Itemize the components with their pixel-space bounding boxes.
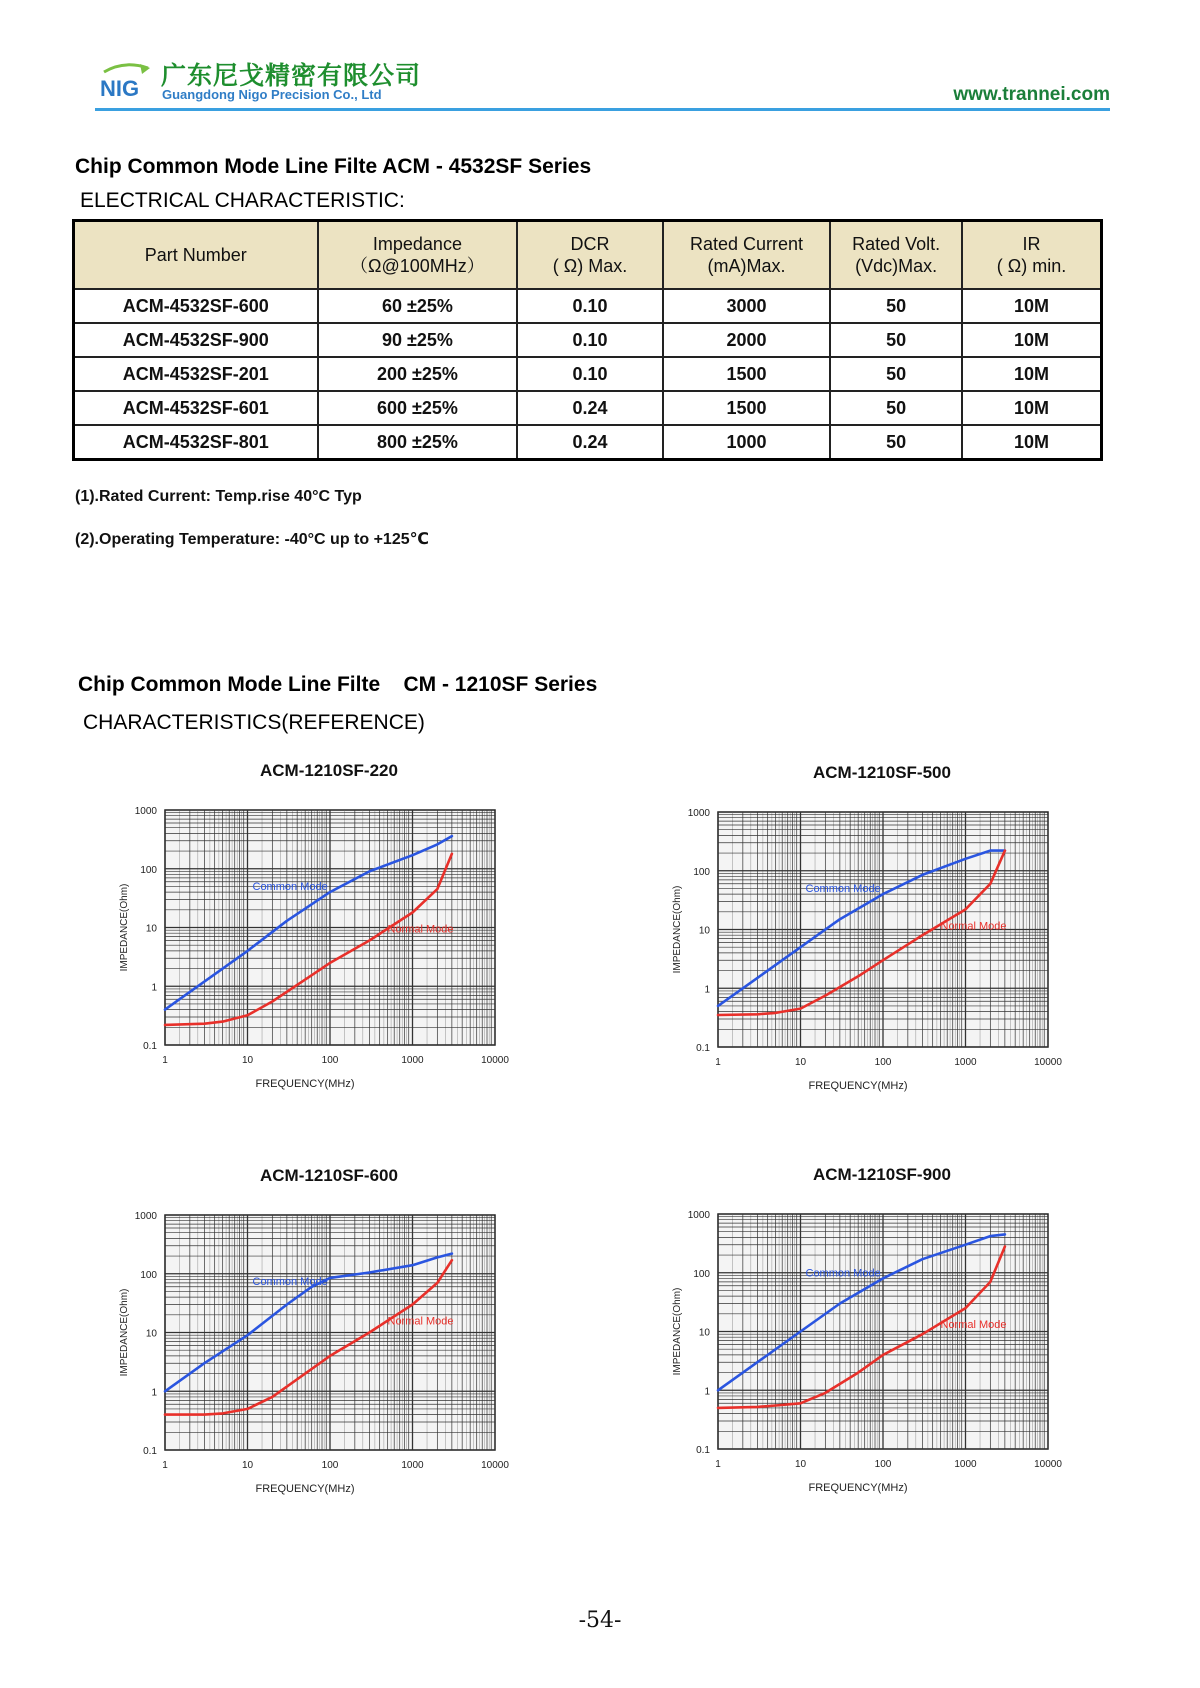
x-tick-label: 100 <box>874 1459 892 1470</box>
x-tick-label: 10 <box>794 1459 807 1470</box>
table-header-text: Rated Volt. <box>852 234 941 254</box>
impedance-chart-220 <box>110 761 650 1125</box>
table-header-cell <box>318 221 518 290</box>
y-tick-label: 1000 <box>687 808 710 819</box>
x-tick-label: 10 <box>241 1055 254 1066</box>
table-cell: 50 <box>830 425 962 460</box>
chart-svg <box>663 1189 1200 1529</box>
x-tick-label: 10000 <box>481 1460 509 1471</box>
chart-svg <box>110 1190 650 1530</box>
series-label: Common Mode <box>805 883 881 896</box>
y-tick-label: 10 <box>698 1327 710 1339</box>
table-cell: 50 <box>830 323 962 357</box>
series-label: Common Mode <box>252 1275 328 1288</box>
table-row <box>74 425 1102 460</box>
grid <box>718 1214 1048 1449</box>
series-label: Common Mode <box>252 881 328 894</box>
table-row <box>74 391 1102 425</box>
x-tick-label: 10000 <box>481 1055 509 1066</box>
impedance-chart-900 <box>663 1165 1200 1529</box>
table-cell: ACM-4532SF-900 <box>74 323 318 357</box>
table-row <box>74 323 1102 357</box>
table-header-cell <box>663 221 831 290</box>
y-tick-label: 1000 <box>134 806 157 817</box>
table-cell: 10M <box>962 391 1102 425</box>
y-tick-label: 1000 <box>134 1211 157 1222</box>
impedance-chart-500 <box>663 763 1200 1127</box>
chart-title: ACM-1210SF-500 <box>813 763 951 782</box>
table-cell: 50 <box>830 289 962 323</box>
table-cell: 10M <box>962 357 1102 391</box>
x-tick-label: 100 <box>874 1057 892 1068</box>
x-axis-label: FREQUENCY(MHz) <box>255 1078 355 1090</box>
series-label: Normal Mode <box>387 1315 454 1328</box>
y-tick-label: 0.1 <box>696 1445 710 1456</box>
y-tick-label: 100 <box>140 1269 157 1281</box>
table-cell: 800 ±25% <box>318 425 518 460</box>
note-rated-current: (1).Rated Current: Temp.rise 40°C Typ <box>75 488 362 505</box>
y-tick-label: 1 <box>151 982 157 994</box>
note-operating-temperature: (2).Operating Temperature: -40°C up to +125℃ <box>75 531 429 548</box>
y-tick-label: 1 <box>704 984 710 996</box>
page-number: -54- <box>578 1608 622 1633</box>
x-tick-label: 1 <box>162 1460 168 1471</box>
y-tick-label: 100 <box>693 866 710 878</box>
series-label: Common Mode <box>805 1267 881 1280</box>
table-header-text: DCR <box>570 234 610 254</box>
section1-title: Chip Common Mode Line Filte ACM - 4532SF Series <box>75 155 592 178</box>
table-cell: 1500 <box>663 391 831 425</box>
table-header-text: ( Ω) Max. <box>552 256 628 276</box>
series-label: Normal Mode <box>387 923 454 936</box>
table-cell: 0.10 <box>517 323 662 357</box>
table-cell: 0.10 <box>517 289 662 323</box>
table-cell: 0.24 <box>517 391 662 425</box>
table-cell: ACM-4532SF-601 <box>74 391 318 425</box>
table-header-row <box>74 221 1102 290</box>
table-header-text: Part Number <box>144 245 247 265</box>
y-tick-label: 0.1 <box>143 1041 157 1052</box>
y-tick-label: 100 <box>140 864 157 876</box>
table-cell: 10M <box>962 425 1102 460</box>
chart-svg <box>663 787 1200 1127</box>
table-cell: 90 ±25% <box>318 323 518 357</box>
x-tick-label: 1 <box>162 1055 168 1066</box>
table-header-cell <box>830 221 962 290</box>
website-url: www.trannei.com <box>953 84 1110 105</box>
y-axis-label: IMPEDANCE(Ohm) <box>119 883 130 972</box>
section2-title <box>78 673 597 697</box>
x-tick-label: 10000 <box>1034 1459 1062 1470</box>
table-header-text: (Vdc)Max. <box>855 256 938 276</box>
table-row <box>74 357 1102 391</box>
table-header-text: IR <box>1022 234 1041 254</box>
x-axis-label: FREQUENCY(MHz) <box>808 1482 908 1494</box>
table-cell: ACM-4532SF-801 <box>74 425 318 460</box>
y-tick-label: 0.1 <box>143 1446 157 1457</box>
table-cell: 0.24 <box>517 425 662 460</box>
x-tick-label: 1000 <box>954 1057 977 1068</box>
chart-title: ACM-1210SF-600 <box>260 1166 398 1185</box>
company-logo <box>100 62 158 102</box>
x-tick-label: 1000 <box>401 1055 424 1066</box>
x-tick-label: 10000 <box>1034 1057 1062 1068</box>
table-cell: ACM-4532SF-201 <box>74 357 318 391</box>
y-axis-label: IMPEDANCE(Ohm) <box>119 1288 130 1377</box>
x-tick-label: 10 <box>794 1057 807 1068</box>
table-header-text: Impedance <box>372 234 462 254</box>
section1-subtitle: ELECTRICAL CHARACTERISTIC: <box>80 189 405 212</box>
y-tick-label: 10 <box>145 923 157 935</box>
y-tick-label: 1000 <box>687 1210 710 1221</box>
table-header-text: （Ω@100MHz） <box>350 256 485 276</box>
x-tick-label: 100 <box>321 1055 339 1066</box>
y-axis-label: IMPEDANCE(Ohm) <box>672 1287 683 1376</box>
y-tick-label: 100 <box>693 1268 710 1280</box>
logo-text: NIG <box>100 76 140 101</box>
table-header-cell <box>962 221 1102 290</box>
table-header-text: (mA)Max. <box>707 256 786 276</box>
y-axis-label: IMPEDANCE(Ohm) <box>672 885 683 974</box>
table-cell: 10M <box>962 323 1102 357</box>
table-header-cell <box>74 221 318 290</box>
y-tick-label: 10 <box>145 1328 157 1340</box>
table-cell: 200 ±25% <box>318 357 518 391</box>
chart-svg <box>110 785 650 1125</box>
table-cell: 0.10 <box>517 357 662 391</box>
series-label: Normal Mode <box>940 920 1007 933</box>
section2-title-text: Chip Common Mode Line Filte CM - 1210SF Series <box>78 673 598 696</box>
table-header-text: Rated Current <box>689 234 804 254</box>
section2-subtitle: CHARACTERISTICS(REFERENCE) <box>83 711 425 734</box>
table-header-cell <box>517 221 662 290</box>
series-label: Normal Mode <box>940 1319 1007 1332</box>
impedance-chart-600 <box>110 1166 650 1530</box>
table-cell: 2000 <box>663 323 831 357</box>
y-tick-label: 10 <box>698 925 710 937</box>
chart-title: ACM-1210SF-900 <box>813 1165 951 1184</box>
table-body <box>74 289 1102 460</box>
table-cell: 50 <box>830 357 962 391</box>
x-tick-label: 1000 <box>401 1460 424 1471</box>
table-cell: 1000 <box>663 425 831 460</box>
y-tick-label: 1 <box>151 1387 157 1399</box>
table-cell: 10M <box>962 289 1102 323</box>
table-header-text: ( Ω) min. <box>996 256 1067 276</box>
x-tick-label: 1 <box>715 1459 721 1470</box>
header-divider <box>95 108 1110 111</box>
table-cell: 3000 <box>663 289 831 323</box>
company-name-cn: 广东尼戈精密有限公司 <box>161 61 422 90</box>
table-cell: 600 ±25% <box>318 391 518 425</box>
x-tick-label: 1 <box>715 1057 721 1068</box>
table-cell: 50 <box>830 391 962 425</box>
y-tick-label: 0.1 <box>696 1043 710 1054</box>
x-axis-label: FREQUENCY(MHz) <box>808 1080 908 1092</box>
table-cell: ACM-4532SF-600 <box>74 289 318 323</box>
table-cell: 60 ±25% <box>318 289 518 323</box>
x-tick-label: 100 <box>321 1460 339 1471</box>
table-row <box>74 289 1102 323</box>
y-tick-label: 1 <box>704 1386 710 1398</box>
x-tick-label: 10 <box>241 1460 254 1471</box>
electrical-characteristic-table <box>72 219 1103 461</box>
table-cell: 1500 <box>663 357 831 391</box>
company-name-en: Guangdong Nigo Precision Co., Ltd <box>162 87 382 102</box>
x-axis-label: FREQUENCY(MHz) <box>255 1483 355 1495</box>
x-tick-label: 1000 <box>954 1459 977 1470</box>
chart-title: ACM-1210SF-220 <box>260 761 398 780</box>
